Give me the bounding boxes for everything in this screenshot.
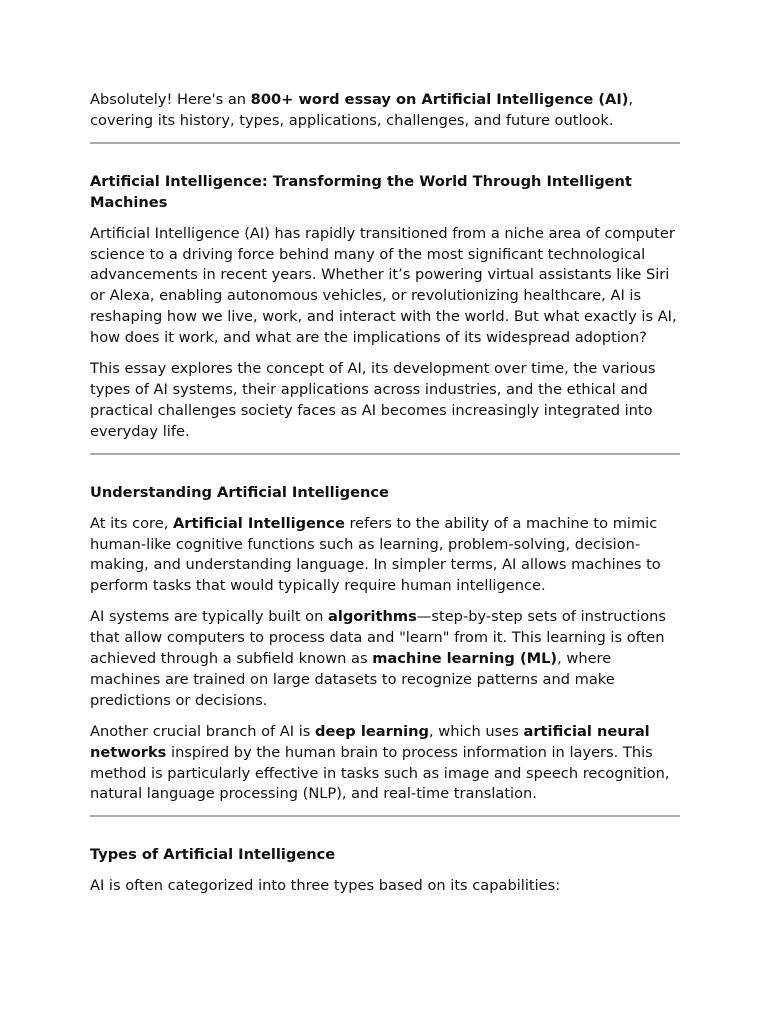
intro-paragraph [90,90,680,132]
essay-intro-paragraph-2: This essay explores the concept of AI, its development over time, the various types of AI systems, their applications across industries, and the ethical and practical challenges society faces as AI becomes increasingly integrated into everyday life. [90,360,656,440]
text-run: —step-by-step sets of instructions that allow computers to process data and "learn" from it. This learning is often achieved through a subfield known as [90,608,667,668]
bold-term: Artificial Intelligence [173,514,345,532]
bold-term: artificial neural networks [90,722,650,761]
spacer [90,144,680,172]
essay-title: Artificial Intelligence: Transforming the World Through Intelligent Machines [90,172,632,211]
document-page [90,90,680,907]
text-run: , which uses [429,722,524,740]
text-run: At its core, [90,514,173,532]
intro-text: Absolutely! Here's an [90,91,251,108]
section-heading-understanding: Understanding Artificial Intelligence [90,483,389,501]
bold-term: machine learning (ML) [372,650,558,668]
text-run: AI systems are typically built on [90,608,328,626]
essay-intro-paragraph-1: Artificial Intelligence (AI) has rapidly transitioned from a niche area of computer science to a driving force behind many of the most significant technological advancements in recent years. Whether it’s powering virtual assistants like Siri or Alexa, enabling autonomous vehicles, or revolutionizing healthcare, AI is reshaping how we live, work, and interact with the world. But what exactly is AI, how does it work, and what are the implications of its widespread adoption? [90,224,677,347]
intro-text-end: , covering its history, types, applications, challenges, and future outlook. [90,91,634,129]
text-run: Another crucial branch of AI is [90,722,316,740]
intro-bold: 800+ word essay on Artificial Intelligence (AI) [250,91,629,108]
text-run: refers to the ability of a machine to mimic human-like cognitive functions such as learning, problem-solving, decision-making, and understanding language. In simpler terms, AI allows machines to perform tasks that would typically require human intelligence. [90,514,661,595]
understanding-paragraph-3 [90,722,680,806]
section-heading-types: Types of Artificial Intelligence [90,846,336,864]
spacer [90,817,680,845]
understanding-paragraph-1 [90,514,680,598]
bold-term: deep learning [315,722,429,740]
types-paragraph-1: AI is often categorized into three types based on its capabilities: [90,877,561,895]
bold-term: algorithms [328,608,417,626]
text-run: inspired by the human brain to process information in layers. This method is particularly effective in tasks such as image and speech recognition, natural language processing (NLP), and real-time translation. [90,743,670,803]
understanding-paragraph-2 [90,607,680,712]
spacer [90,455,680,483]
text-run: , where machines are trained on large datasets to recognize patterns and make predictions or decisions. [90,650,615,709]
